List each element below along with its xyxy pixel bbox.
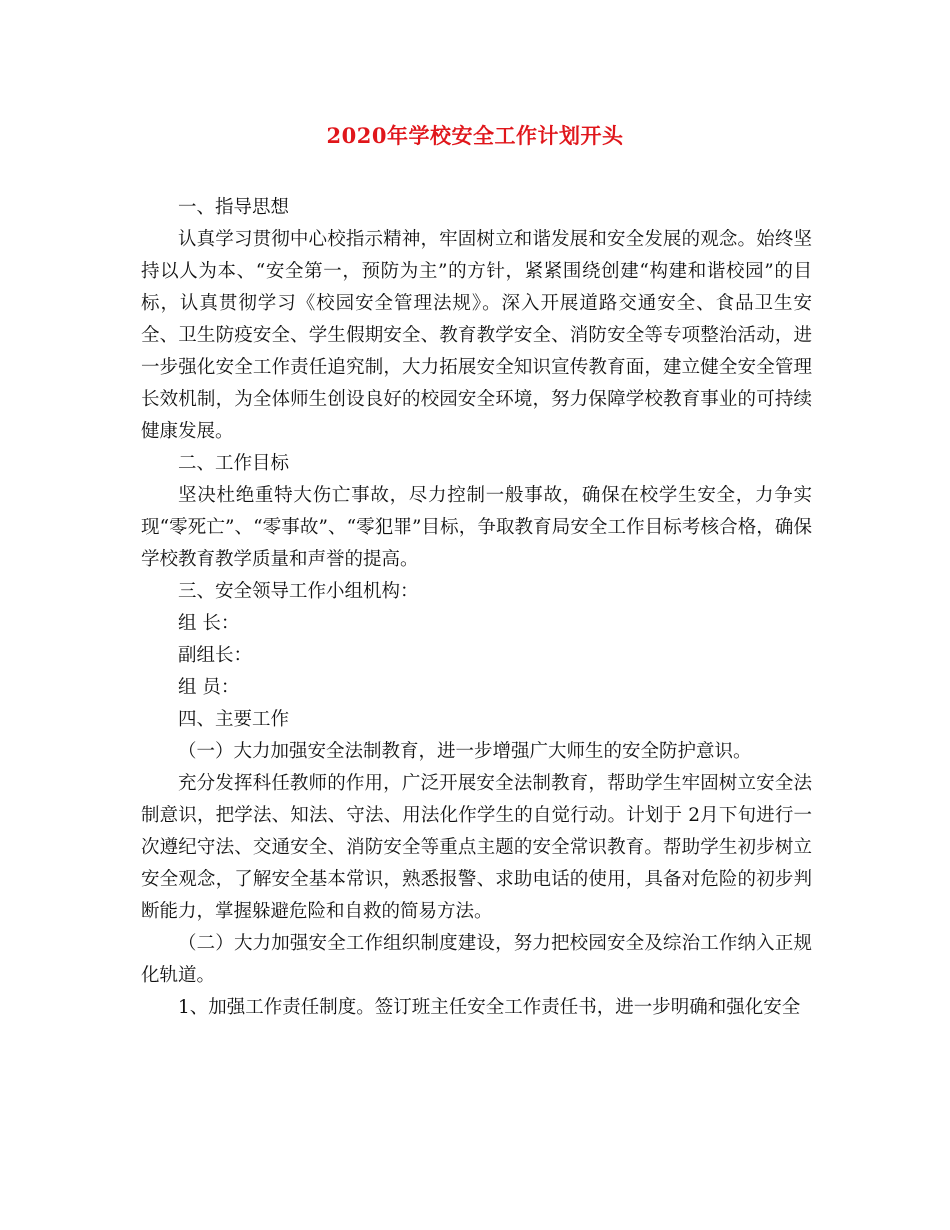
paragraph-guiding-ideology: 认真学习贯彻中心校指示精神，牢固树立和谐发展和安全发展的观念。始终坚持以人为本、“安全第一，预防为主”的方针，紧紧围绕创建“构建和谐校园”的目标，认真贯彻学习《校园安全管理法规》。深入开展道路交通安全、食品卫生安全、卫生防疫安全、学生假期安全、教育教学安全、消防安全等专项整治活动，进一步强化安全工作责任追究制，大力拓展安全知识宣传教育面，建立健全安全管理长效机制，为全体师生创设良好的校园安全环境，努力保障学校教育事业的可持续健康发展。 xyxy=(141,229,812,442)
subheading-legal-education: （一）大力加强安全法制教育，进一步增强广大师生的安全防护意识。 xyxy=(178,741,752,762)
heading-guiding-ideology: 一、指导思想 xyxy=(178,197,290,218)
heading-work-goals: 二、工作目标 xyxy=(178,453,290,474)
paragraph-responsibility-system: 1、加强工作责任制度。签订班主任安全工作责任书，进一步明确和强化安全 xyxy=(178,997,801,1018)
subheading-organization-system: （二）大力加强安全工作组织制度建设，努力把校园安全及综治工作纳入正规化轨道。 xyxy=(141,933,812,986)
line-group-leader: 组 长： xyxy=(178,613,240,634)
paragraph-legal-education: 充分发挥科任教师的作用，广泛开展安全法制教育，帮助学生牢固树立安全法制意识，把学法、知法、守法、用法化作学生的自觉行动。计划于 2月下旬进行一次遵纪守法、交通安全、消防安全等重点主题的安全常识教育。帮助学生初步树立安全观念，了解安全基本常识，熟悉报警、求助电话的使用，具备对危险的初步判断能力，掌握躲避危险和自救的简易方法。 xyxy=(141,773,812,922)
document-body xyxy=(141,192,812,1024)
document-title: 2020年学校安全工作计划开头 xyxy=(326,123,624,148)
heading-main-work: 四、主要工作 xyxy=(178,709,290,730)
paragraph-work-goals: 坚决杜绝重特大伤亡事故，尽力控制一般事故，确保在校学生安全，力争实现“零死亡”、“零事故”、“零犯罪”目标，争取教育局安全工作目标考核合格，确保学校教育教学质量和声誉的提高。 xyxy=(141,485,812,570)
line-deputy-leader: 副组长： xyxy=(178,645,253,666)
heading-leadership-group: 三、安全领导工作小组机构： xyxy=(178,581,419,602)
line-group-members: 组 员： xyxy=(178,677,240,698)
